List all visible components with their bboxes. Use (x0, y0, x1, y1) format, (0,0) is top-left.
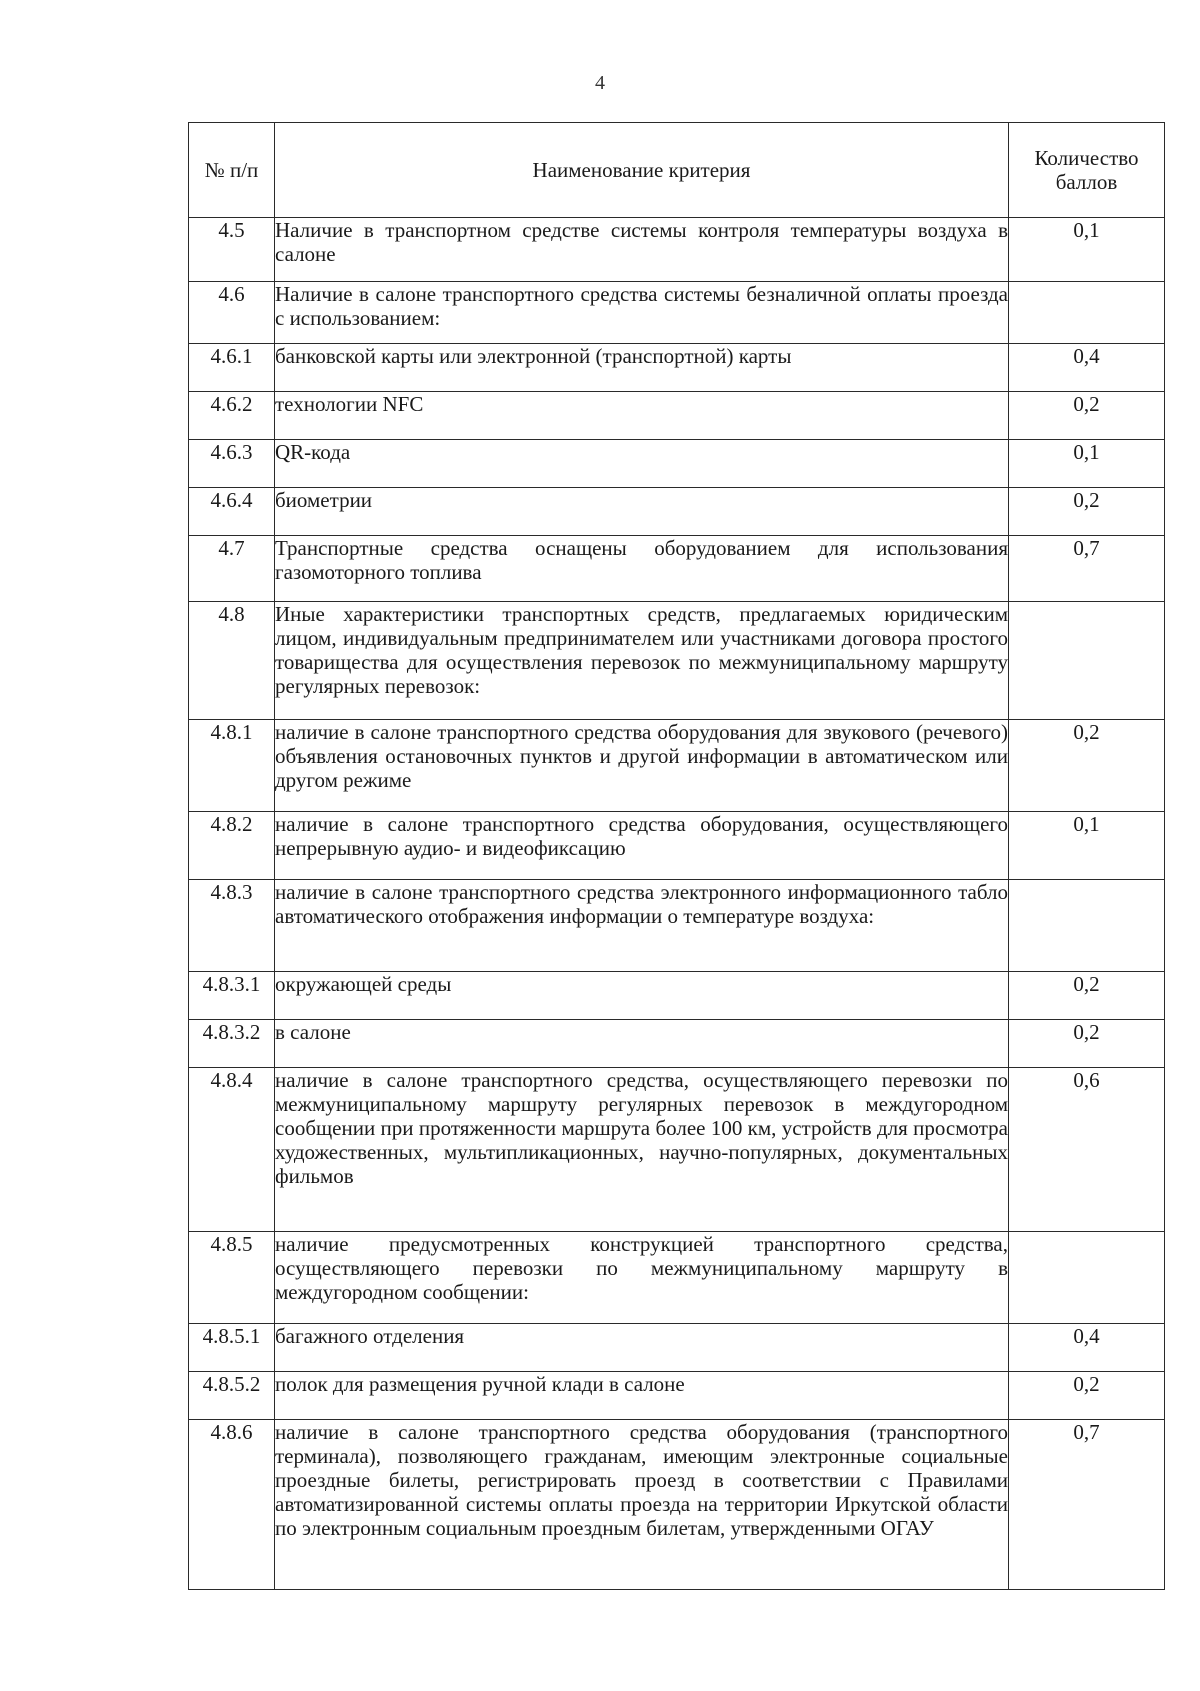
criterion-score (1009, 880, 1165, 972)
row-number: 4.7 (189, 536, 275, 602)
table-row (189, 218, 1165, 282)
table-row (189, 812, 1165, 880)
criterion-name: наличие в салоне транспортного средства оборудования для звукового (речевого) объявления остановочных пунктов и другой информации в автоматическом или другом режиме (275, 720, 1009, 812)
criterion-score: 0,2 (1009, 1372, 1165, 1420)
row-number: 4.5 (189, 218, 275, 282)
table-row (189, 488, 1165, 536)
criterion-name: окружающей среды (275, 972, 1009, 1020)
criterion-score: 0,2 (1009, 1020, 1165, 1068)
table-row (189, 440, 1165, 488)
table-row (189, 880, 1165, 972)
header-score: Количество баллов (1009, 123, 1165, 218)
criterion-name: биометрии (275, 488, 1009, 536)
criterion-name: QR-кода (275, 440, 1009, 488)
row-number: 4.8.4 (189, 1068, 275, 1232)
criterion-score: 0,2 (1009, 720, 1165, 812)
table-row (189, 1420, 1165, 1590)
table-row (189, 1020, 1165, 1068)
table-row (189, 1324, 1165, 1372)
row-number: 4.8.5 (189, 1232, 275, 1324)
criterion-name: банковской карты или электронной (транспортной) карты (275, 344, 1009, 392)
table-row (189, 344, 1165, 392)
table-row (189, 1068, 1165, 1232)
table-header-row (189, 123, 1165, 218)
table-row (189, 972, 1165, 1020)
row-number: 4.8.2 (189, 812, 275, 880)
criterion-name: технологии NFC (275, 392, 1009, 440)
table-row (189, 720, 1165, 812)
criterion-score: 0,7 (1009, 1420, 1165, 1590)
criterion-score (1009, 282, 1165, 344)
row-number: 4.8.3.2 (189, 1020, 275, 1068)
criterion-score: 0,4 (1009, 1324, 1165, 1372)
criterion-name: Наличие в салоне транспортного средства системы безналичной оплаты проезда с использованием: (275, 282, 1009, 344)
criterion-name: наличие предусмотренных конструкцией транспортного средства, осуществляющего перевозки по межмуниципальному маршруту в междугородном сообщении: (275, 1232, 1009, 1324)
criterion-name: наличие в салоне транспортного средства оборудования, осуществляющего непрерывную аудио- и видеофиксацию (275, 812, 1009, 880)
row-number: 4.6 (189, 282, 275, 344)
table-row (189, 602, 1165, 720)
criterion-score (1009, 602, 1165, 720)
table-row (189, 392, 1165, 440)
criterion-score (1009, 1232, 1165, 1324)
row-number: 4.8.5.1 (189, 1324, 275, 1372)
page-number: 4 (595, 72, 605, 94)
criterion-score: 0,1 (1009, 812, 1165, 880)
criterion-score: 0,6 (1009, 1068, 1165, 1232)
row-number: 4.8.5.2 (189, 1372, 275, 1420)
criteria-table (188, 122, 1165, 1590)
row-number: 4.8.1 (189, 720, 275, 812)
criterion-name: Транспортные средства оснащены оборудованием для использования газомоторного топлива (275, 536, 1009, 602)
criterion-name: в салоне (275, 1020, 1009, 1068)
criterion-name: Иные характеристики транспортных средств, предлагаемых юридическим лицом, индивидуальным предпринимателем или участниками договора простого товарищества для осуществления перевозок по межмуниципальному маршруту регулярных перевозок: (275, 602, 1009, 720)
row-number: 4.8.3 (189, 880, 275, 972)
row-number: 4.8.3.1 (189, 972, 275, 1020)
criterion-name: наличие в салоне транспортного средства, осуществляющего перевозки по межмуниципальному маршруту регулярных перевозок в междугородном сообщении при протяженности маршрута более 100 км, устройств для просмотра художественных, мультипликационных, научно-популярных, документальных фильмов (275, 1068, 1009, 1232)
criterion-score: 0,4 (1009, 344, 1165, 392)
header-number: № п/п (189, 123, 275, 218)
criterion-score: 0,2 (1009, 392, 1165, 440)
criterion-name: Наличие в транспортном средстве системы контроля температуры воздуха в салоне (275, 218, 1009, 282)
table-row (189, 536, 1165, 602)
criterion-name: багажного отделения (275, 1324, 1009, 1372)
criterion-name: наличие в салоне транспортного средства электронного информационного табло автоматического отображения информации о температуре воздуха: (275, 880, 1009, 972)
criterion-score: 0,2 (1009, 972, 1165, 1020)
criterion-score: 0,1 (1009, 440, 1165, 488)
table-row (189, 1232, 1165, 1324)
header-criterion-name: Наименование критерия (275, 123, 1009, 218)
row-number: 4.6.3 (189, 440, 275, 488)
criterion-score: 0,2 (1009, 488, 1165, 536)
table-row (189, 1372, 1165, 1420)
criterion-name: полок для размещения ручной клади в салоне (275, 1372, 1009, 1420)
row-number: 4.8 (189, 602, 275, 720)
criterion-score: 0,1 (1009, 218, 1165, 282)
row-number: 4.6.4 (189, 488, 275, 536)
row-number: 4.6.1 (189, 344, 275, 392)
criterion-name: наличие в салоне транспортного средства оборудования (транспортного терминала), позволяющего гражданам, имеющим электронные социальные проездные билеты, регистрировать проезд в соответствии с Правилами автоматизированной системы оплаты проезда на территории Иркутской области по электронным социальным проездным билетам, утвержденными ОГАУ (275, 1420, 1009, 1590)
criterion-score: 0,7 (1009, 536, 1165, 602)
row-number: 4.8.6 (189, 1420, 275, 1590)
table-row (189, 282, 1165, 344)
row-number: 4.6.2 (189, 392, 275, 440)
